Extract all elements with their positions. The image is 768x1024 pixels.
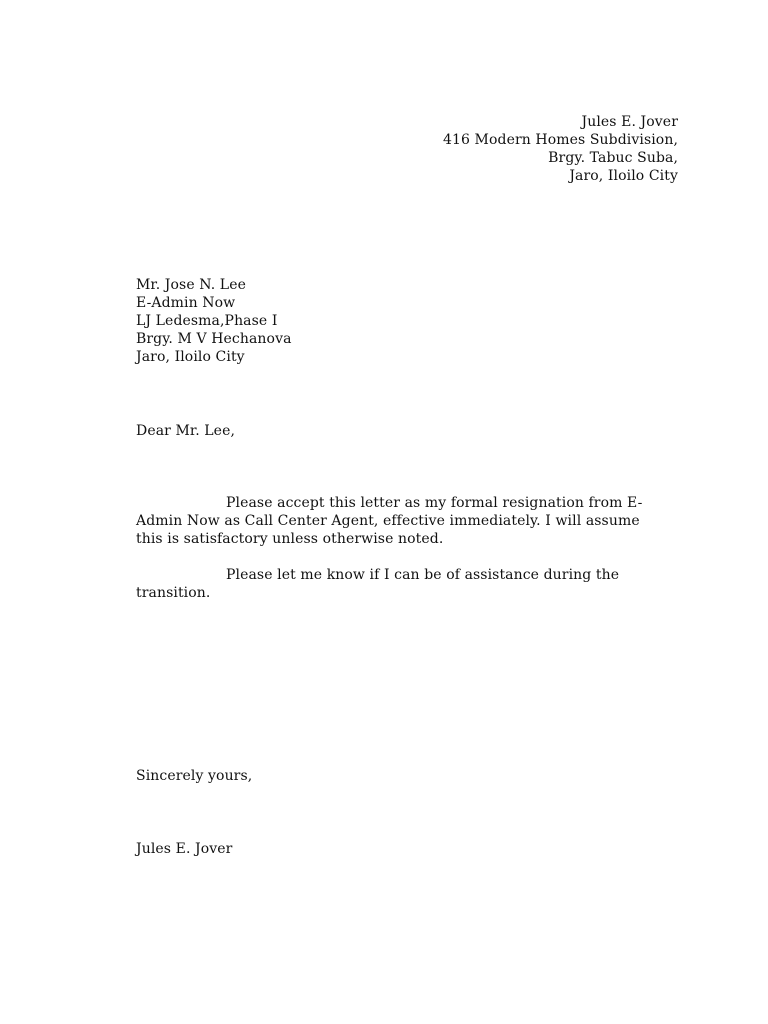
sender-address-line3: Jaro, Iloilo City <box>569 168 678 184</box>
body-paragraph1-line1: Please accept this letter as my formal resignation from E- <box>226 495 643 511</box>
sender-address-line1: 416 Modern Homes Subdivision, <box>442 132 678 148</box>
body-paragraph2-line2: transition. <box>136 585 211 601</box>
recipient-address-line3: Jaro, Iloilo City <box>136 349 245 365</box>
signature-name: Jules E. Jover <box>136 841 233 857</box>
salutation: Dear Mr. Lee, <box>136 423 236 439</box>
body-paragraph1-line2: Admin Now as Call Center Agent, effective immediately. I will assume <box>136 513 640 529</box>
closing: Sincerely yours, <box>136 768 253 784</box>
recipient-name: Mr. Jose N. Lee <box>136 277 246 293</box>
sender-address-line2: Brgy. Tabuc Suba, <box>548 150 678 166</box>
recipient-address-line2: Brgy. M V Hechanova <box>136 331 292 347</box>
recipient-address-line1: LJ Ledesma,Phase I <box>136 313 278 329</box>
body-paragraph2-line1: Please let me know if I can be of assistance during the <box>226 567 620 583</box>
sender-name: Jules E. Jover <box>581 114 678 130</box>
body-paragraph1-line3: this is satisfactory unless otherwise noted. <box>136 531 444 547</box>
recipient-company: E-Admin Now <box>136 295 236 311</box>
